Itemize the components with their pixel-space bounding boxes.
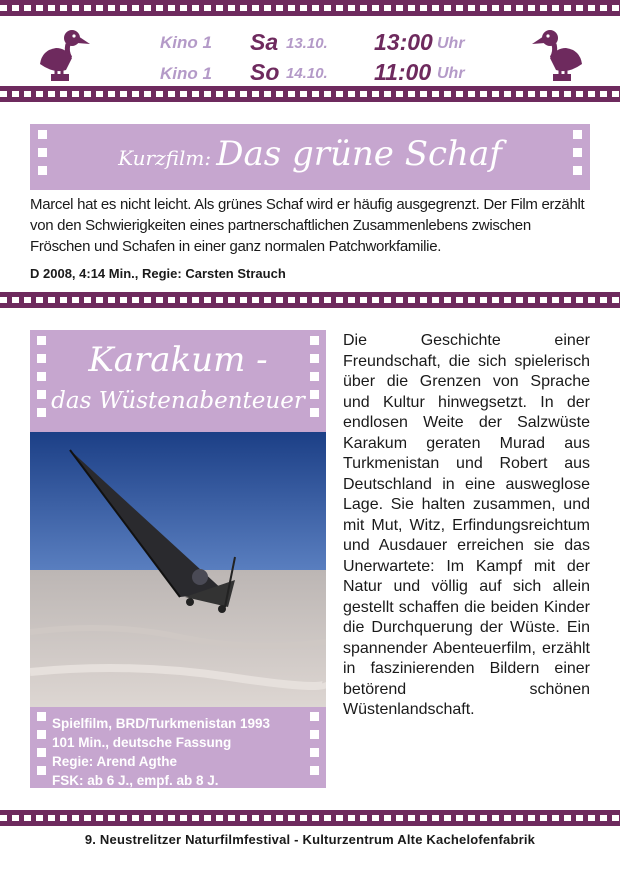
feature-photo — [30, 432, 326, 707]
screening-day: So — [250, 59, 280, 85]
screening-kino: Kino 1 — [160, 64, 212, 83]
screening-day: Sa — [250, 29, 279, 55]
screening-unit: Uhr — [437, 65, 465, 82]
screening-unit: Uhr — [437, 35, 465, 52]
filmstrip-bottom — [0, 810, 620, 826]
feature-meta — [52, 714, 270, 790]
short-film-description: Marcel hat es nicht leicht. Als grünes Schaf wird er häufig ausgegrenzt. Der Film erzählt von den Schwierigkeiten eines partnerschaftlichen Zusammenlebens zwischen Fröschen und Schafen in einer ganz normalen Patchworkfamilie. — [30, 196, 585, 255]
short-film-name: Das grüne Schaf — [216, 134, 502, 174]
screening-date: 13.10. — [286, 35, 328, 52]
feature-title-line1: Karakum - — [88, 340, 268, 380]
short-film-prefix: Kurzfilm: — [118, 146, 212, 170]
filmstrip-divider-2 — [0, 292, 620, 308]
feature-meta-line: Regie: Arend Agthe — [52, 754, 178, 769]
pelican-left-icon — [32, 24, 90, 82]
filmstrip-divider-1 — [0, 86, 620, 102]
feature-meta-line: FSK: ab 6 J., empf. ab 8 J. — [52, 773, 219, 788]
screening-time: 11:00 — [374, 59, 432, 85]
feature-story: Die Geschichte einer Freundschaft, die sich spielerisch über die Grenzen von Sprache und Kultur hinwegsetzt. In der endlosen Weite der Salzwüste Karakum geraten Murad aus Turkmenistan und Robert aus Deutschland in eine ausweglose Lage. Sie halten zusammen, und mit Mut, Witz, Erfindungsreichtum und Ausdauer erreichen sie das Unerwartete: Im Kampf mit der Natur und völlig auf sich allein gestellt schaffen die beiden Kinder die Durchquerung der Wüste. Ein spannender Abenteuerfilm, erzählt in faszinierenden Bildern einer betörend schönen Wüstenlandschaft. — [343, 332, 590, 718]
feature-meta-line: Spielfilm, BRD/Turkmenistan 1993 — [52, 716, 271, 731]
feature-film-panel — [30, 330, 326, 788]
feature-meta-line: 101 Min., deutsche Fassung — [52, 735, 232, 750]
short-film-title — [30, 134, 590, 174]
pelican-right-icon — [532, 24, 590, 82]
short-film-title-bar — [30, 124, 590, 190]
filmstrip-top — [0, 0, 620, 16]
screening-time: 13:00 — [374, 29, 433, 55]
feature-title-line2: das Wüstenabenteuer — [51, 388, 305, 414]
screening-kino: Kino 1 — [160, 33, 212, 52]
short-film-credits: D 2008, 4:14 Min., Regie: Carsten Strauch — [30, 266, 286, 281]
page-footer: 9. Neustrelitzer Naturfilmfestival - Kulturzentrum Alte Kachelofenfabrik — [84, 832, 536, 847]
screening-date: 14.10. — [286, 65, 328, 82]
